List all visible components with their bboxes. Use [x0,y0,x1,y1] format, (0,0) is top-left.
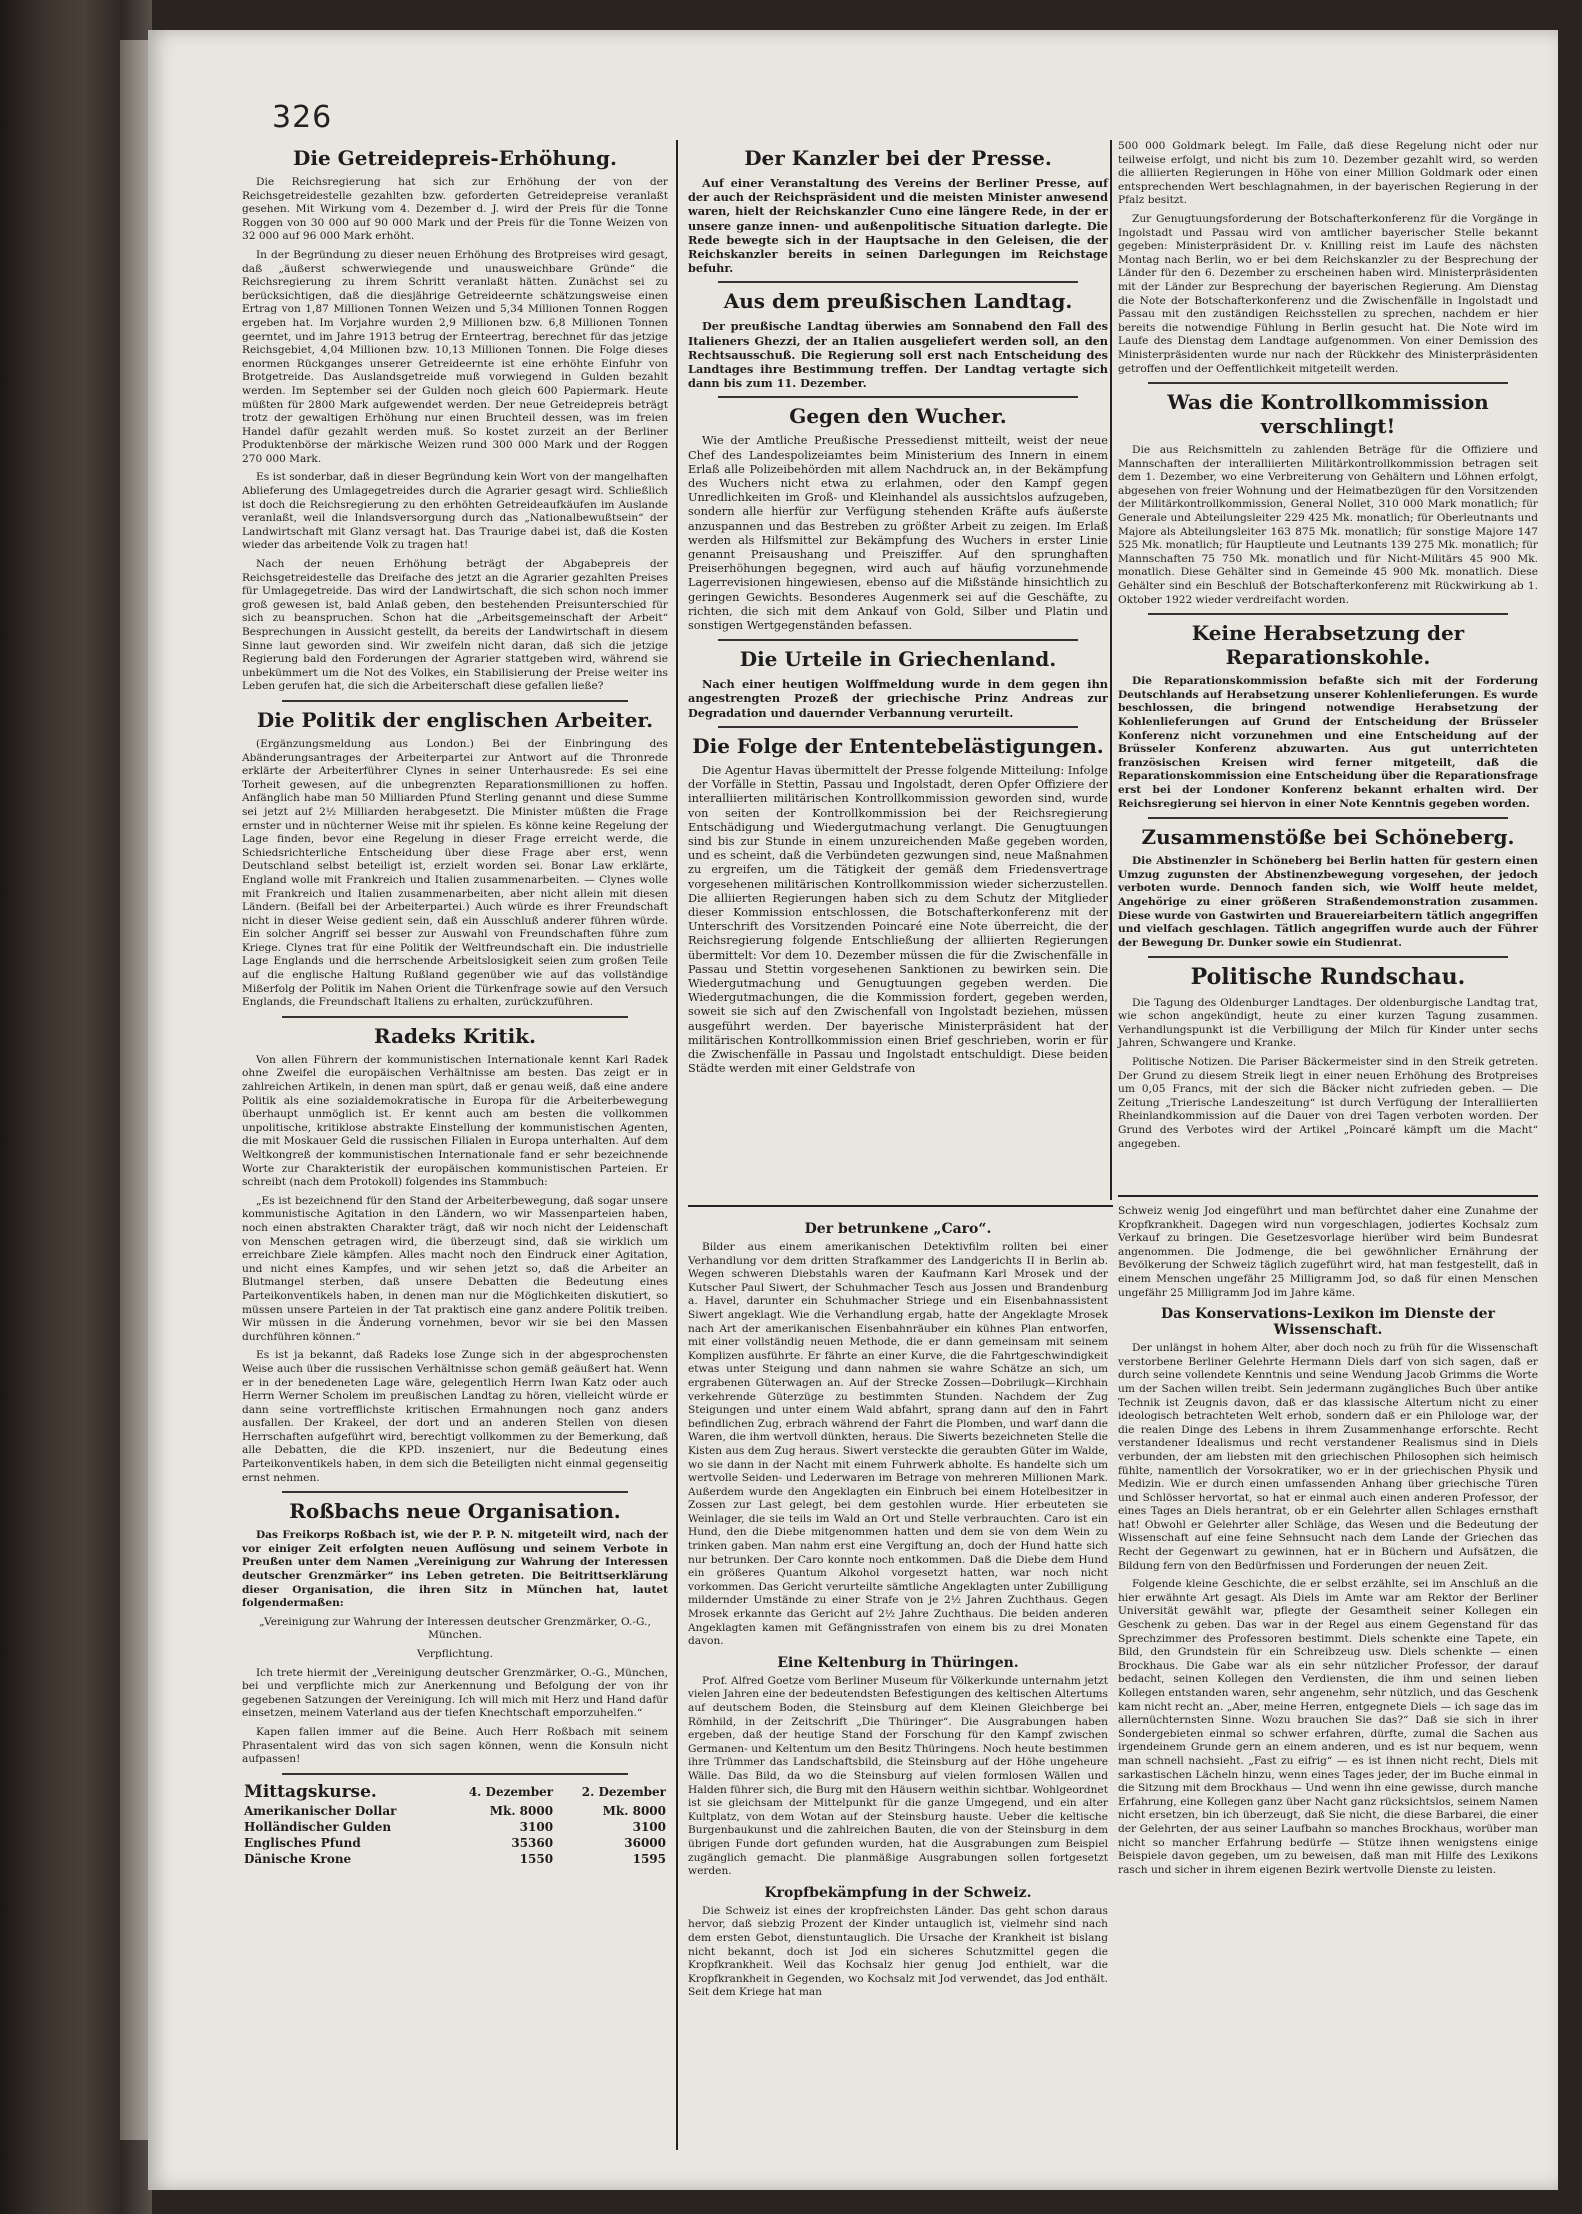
article-paragraph: Die Abstinenzler in Schöneberg bei Berlin hatten für gestern einen Umzug zugunsten der Abstinenzbewegung vorgesehen, der jedoch verboten wurde. Dennoch fanden sich, wie Wolff heute meldet, Angehörige zu einer größeren Straßendemonstration zusammen. Diese wurde von Gastwirten und Brauereiarbeitern tätlich angegriffen und vielfach geschlagen. Tätlich angegriffen wurde auch der Führer der Bewegung Dr. Dunker sowie ein Studienrat. [1118,855,1538,949]
article-paragraph: „Es ist bezeichnend für den Stand der Arbeiterbewegung, daß sogar unsere kommunistische Agitation in den Ländern, wo wir Massenparteien haben, noch einen abstrakten Charakter trägt, daß wir noch nicht der Leidenschaft von Menschen getragen wird, die überzeugt sind, daß sie wirklich um erreichbare Ziele kämpfen. Alles macht noch den Eindruck einer Agitation, und nicht eines Kampfes, und wir sehen jetzt so, daß die Arbeiter an Blutmangel sterben, daß unsere Debatten die Bedeutung eines Parteikonventikels haben, in denen man nur die Möglichkeiten diskutiert, so müssen unsere Parteien in der Tat praktisch eine ganz andere Politik treiben. Wir müssen in die Änderung vornehmen, bevor wir sie bei den Massen durchführen können.“ [242,1194,668,1343]
article-paragraph: Der preußische Landtag überwies am Sonnabend den Fall des Italieners Ghezzi, der an Italien ausgeliefert werden soll, an den Rechtsausschuß. Die Regierung soll erst nach Entscheidung des Landtages ihre Bestimmung treffen. Der Landtag vertagte sich dann bis zum 11. Dezember. [688,319,1108,391]
table-cell: Englisches Pfund [244,1835,361,1850]
article-paragraph: 500 000 Goldmark belegt. Im Falle, daß diese Regelung nicht oder nur teilweise erfolgt, und nicht bis zum 10. Dezember gezahlt wird, so werden die alliierten Regierungen in Höhe von einer Million Goldmark oder einen entsprechenden Wert beschlagnahmen, in der bayerischen Regierung in der Pfalz besitzt. [1118,140,1538,207]
article-title: Was die Kontrollkommission verschlingt! [1167,390,1489,439]
divider [282,700,628,702]
column-middle [688,140,1108,1081]
section-rule [688,1205,1113,1207]
table-cell: Mk. 8000 [602,1803,666,1818]
article-title: Die Politik der englischen Arbeiter. [256,707,654,732]
article-title: Die Urteile in Griechenland. [739,647,1057,672]
article-paragraph: Nach einer heutigen Wolffmeldung wurde in dem gegen ihn angestrengten Prozeß der griechische Prinz Andreas zur Degradation und dauernder Verbannung verurteilt. [688,677,1108,720]
article-title: Roßbachs neue Organisation. [289,1499,621,1524]
section-rule [1118,1195,1538,1197]
divider [1148,817,1508,819]
table-cell: Dänische Krone [244,1851,352,1866]
article-paragraph: Auf einer Veranstaltung des Vereins der Berliner Presse, auf der auch der Reichspräsident und die meisten Minister anwesend waren, hielt der Reichskanzler Cuno eine längere Rede, in der er unsere ganze innen- und außenpolitische Situation darlegte. Die Rede bewegte sich in der Hauptsache in den Geleisen, die der Reichskanzler bereits in seinen Darlegungen im Reichstage befuhr. [688,176,1108,276]
column-left [242,140,668,1867]
article-title: Die Getreidepreis-Erhöhung. [293,146,617,170]
divider [718,281,1078,283]
table-row [242,1803,668,1819]
article-title: Der betrunkene „Caro“. [804,1221,992,1237]
article-paragraph: Es ist ja bekannt, daß Radeks lose Zunge sich in der abgesprochensten Weise auch über die russischen Verhältnisse schon gemäß geäußert hat. Wenn er in der benedeneten Lage wäre, gelegentlich Herrn Iwan Katz oder auch Herrn Werner Scholem im preußischen Landtag zu hören, vielleicht würde er dann seine vortrefflichste kritischen Ermahnungen noch ganz anders ausfallen. Der Krakeel, der dort und an anderen Stellen von diesen Herrschaften aufgeführt wird, berechtigt vollkommen zu der Bemerkung, daß alle Debatten, die die KPD. inszeniert, nur die Bedeutung eines Parteikonventikels haben, in dem sich die Beteiligten nicht einmal gegenseitig ernst nehmen. [242,1349,668,1484]
article-paragraph: Die Reparationskommission befaßte sich mit der Forderung Deutschlands auf Herabsetzung unserer Kohlenlieferungen. Es wurde beschlossen, die bringend notwendige Herabsetzung der Kohlenlieferungen auf Grund der Entscheidung der Brüsseler Konferenz nicht vorzunehmen und eine Entscheidung auf der Brüsseler Konferenz abzuwarten. Aus gut unterrichteten französischen Kreisen wird ferner mitgeteilt, daß die Reparationskommission eine Entscheidung über die Reparationsfrage erst bei der Londoner Konferenz bekannt erhalten wird. Der Reichsregierung sei hiervon in einer Note Kenntnis gegeben worden. [1118,675,1538,810]
article-title: Kropfbekämpfung in der Schweiz. [764,1884,1032,1901]
article-title: Eine Keltenburg in Thüringen. [777,1654,1019,1671]
article-paragraph: (Ergänzungsmeldung aus London.) Bei der Einbringung des Abänderungsantrages der Arbeiterpartei zur Antwort auf die Thronrede erklärte der Arbeiterführer Clynes in seiner Unterhausrede: Es sei eine Torheit gewesen, auf die unbegrenzten Reparationsmillionen zu hoffen. Anfänglich habe man 50 Milliarden Pfund Sterling genannt und diese Summe sei jetzt auf 2½ Milliarden herabgesetzt. Die Minister müßten die Frage ernster und in nüchterner Weise mit ihr spielen. Es könne keine Regelung der Lage finden, bevor eine Regelung in dieser Frage erreicht werde, die Schiedsrichterliche Entscheidung über diese Frage aber erst, wenn Deutschland selbst beteiligt ist, erzielt worden sei. Bonar Law erklärte, England wolle mit Frankreich und Italien zusammenarbeiten. — Clynes wolle mit Frankreich und Italien zusammenarbeiten, aber nicht allein mit diesen Ländern. (Beifall bei der Arbeiterpartei.) Auch würde es ihrer Freundschaft nicht in dieser Weise gedient sein, daß ein Ausschluß anderer führen würde. Ein solcher Angriff sei besser zur Auswahl von Freundschaften führe zum Kriege. Clynes trat für eine Politik der Weltfreundschaft ein. Die industrielle Lage Englands und die herrschende Arbeitslosigkeit seien zum großen Teile auf die englische Haltung Rußland gegenüber wie auf das vollständige Mißerfolg der Politik im Nahen Orient die Türkenfrage sowie auf den Versuch Englands, die Freundschaft Italiens zu erhalten, zurückzuführen. [242,737,668,1009]
page-edge [120,40,150,2140]
exchange-rates-table [242,1781,668,1867]
page-number: 326 [272,100,333,135]
article-paragraph: Die Tagung des Oldenburger Landtages. Der oldenburgische Landtag trat, wie schon angekündigt, heute zu einer kurzen Tagung zusammen. Verhandlungspunkt ist die Verbilligung der Milch für Kinder unter sechs Jahren, Schwangere und Kranke. [1118,996,1538,1050]
column-rule [1110,140,1112,1200]
table-cell: 3100 [632,1819,666,1834]
article-title: Aus dem preußischen Landtag. [723,289,1073,314]
article-paragraph: Kapen fallen immer auf die Beine. Auch Herr Roßbach mit seinem Phrasentalent wird das von sich sagen können, wenn die Konsuln nicht aufpassen! [242,1725,668,1766]
table-cell: 35360 [511,1835,554,1850]
article-paragraph: Schweiz wenig Jod eingeführt und man befürchtet daher eine Zunahme der Kropfkrankheit. Dagegen wird nun vorgeschlagen, jodiertes Kochsalz zum Verkauf zu bringen. Die Gesetzesvorlage hierüber wird beim Bundesrat angenommen. Die Jodmenge, die bei gewöhnlicher Ernährung der Bevölkerung der Schweiz täglich zugeführt wird, hat man festgestellt, daß in einem Menschen ungefähr 25 Milligramm Jod, so daß für einen Menschen ungefähr 25 Milligramm Jod im Jahre käme. [1118,1205,1538,1299]
article-paragraph: Die Agentur Havas übermittelt der Presse folgende Mitteilung: Infolge der Vorfälle in Stettin, Passau und Ingolstadt, deren Opfer Offiziere der interalliierten militärischen Kontrollkommission geworden sind, wurde von seiten der Kontrollkommission bei der Reichsregierung Entschädigung und Wiedergutmachung verlangt. Die Genugtuungen sind bis zur Stunde in einem unzureichenden Maße gegeben worden, und es scheint, daß die Verbündeten gezwungen sind, neue Maßnahmen zu ergreifen, um die Tätigkeit der gemäß dem Friedensvertrage vorgesehenen militärischen Kontrollkommission wieder sicherzustellen. Die alliierten Regierungen haben sich zu dem Schutz der Mitglieder dieser Kommission entschlossen, die Botschafterkonferenz mit der Unterschrift des Vorsitzenden Poincaré eine Note überreicht, die der Reichsregierung folgende Entschließung der alliierten Regierungen übermittelt: Vor dem 10. Dezember müssen die für die Zwischenfälle in Passau und Stettin vorgesehenen Sanktionen zu bewirken sein. Die Wiedergutmachung und Genugtuungen gegeben werden. Die Wiedergutmachungen, die die Kommission fordert, gegeben werden, soweit sie sich auf den Zwischenfall von Ingolstadt beziehen, müssen ausgeführt werden. Der bayerische Ministerpräsident hat der militärischen Kontrollkommission einen Brief geschrieben, worin er für die Zwischenfälle in Passau und Ingolstadt entschuldigt. Diese beiden Städte werden mit einer Geldstrafe von [688,763,1108,1076]
article-title: Zusammenstöße bei Schöneberg. [1141,825,1515,850]
article-paragraph: Der unlängst in hohem Alter, aber doch noch zu früh für die Wissenschaft verstorbene Berliner Gelehrte Hermann Diels darf von sich sagen, daß er durch seine vollendete Kenntnis und seine Wendung Jacob Grimms die Worte um der Sachen willen treibt. Sein jedermann zugängliches Buch über antike Technik ist Zeugnis davon, daß er das klassische Altertum nicht zu einer ideologisch betrachteten Welt erhob, sondern daß er ein Philologe war, der die realen Dinge des Lebens in ihrem Zusammenhange erforschte. Recht verstandener Idealismus und recht verstandener Realismus sind in Diels verbunden, der am liebsten mit den griechischen Philosophen sich heimisch fühlte, namentlich der Vorsokratiker, wo er in der griechischen Physik und Medizin. Wie er durch einen umfassenden Anhang über griechische Türen und Schlösser hervortat, so hat er einmal auch einen anderen Professor, der eines Tages an Diels herantrat, ob er ein Gelehrter allen Schlages ernsthaft hat! Obwohl er Gelehrter aller Schläge, das Wesen und die Bedeutung der Wissenschaft auf eine feine Sehnsucht nach dem Lande der Griechen das Recht der Gegenwart zu gewinnen, hat er in Büchern und Aufsätzen, die Bildung fern von den Bedürfnissen und Forderungen der neuen Zeit. [1118,1342,1538,1572]
table-row [242,1851,668,1867]
column-middle-lower [688,1215,1108,2005]
table-cell: Mk. 8000 [489,1803,554,1818]
table-cell: Amerikanischer Dollar [244,1803,397,1818]
article-title: Das Konservations-Lexikon im Dienste der Wissenschaft. [1161,1306,1495,1339]
article-title: Der Kanzler bei der Presse. [744,146,1052,170]
table-header: 4. Dezember [468,1784,554,1799]
table-cell: 1550 [519,1851,554,1866]
article-paragraph: Prof. Alfred Goetze vom Berliner Museum für Völkerkunde unternahm jetzt vielen Jahren eine der bedeutendsten Befestigungen des keltischen Altertums auf deutschem Boden, die Steinsburg auf dem Kleinen Gleichberge bei Römhild, in der Zeitschrift „Die Thüringer“. Die Ausgrabungen haben ergeben, daß der heutige Stand der Forschung für den Kampf zwischen Germanen- und Keltentum um den Besitz Thüringens. Noch heute bestimmen ihre Trümmer das Landschaftsbild, die Steinsburg auf der Höhe ungeheure Wälle. Das Bild, da wo die Steinsburg auf vielen formlosen Wällen und Halden führer sich, die Burg mit den Häusern weithin sichtbar. Wohlgeordnet ist sie gleichsam der Mittelpunkt für die ganze Umgegend, und ein alter Kultplatz, von dem Wotan auf der Steinsburg hauste. Ueber die keltische Burgenbaukunst und die zahlreichen Bauten, die von der Steinsburg in dem übrigen Funde dort gefunden wurden, hat die Ausgrabungen zum Beispiel zugänglich gemacht. Die planmäßige Ausgrabungen sollen fortgesetzt werden. [688,1674,1108,1878]
article-paragraph: Bilder aus einem amerikanischen Detektivfilm rollten bei einer Verhandlung vor dem dritten Strafkammer des Landgerichts II in Berlin ab. Wegen schweren Diebstahls waren der Kaufmann Karl Mrosek und der Kutscher Paul Siwert, der Schuhmacher Tesch aus Jossen und Brandenburg a. Havel, darunter ein Schuhmacher Striege und ein Eisenbahnassistent Siwert angeklagt. Wie die Verhandlung ergab, hatte der Angeklagte Mrosek nach Art der amerikanischen Eisenbahnräuber ein kühnes Plan entworfen, mit einer vollständig neuen Methode, die er dann gemeinsam mit seinem Komplizen ausführte. Er fährte an einer Kurve, die die Fahrtgeschwindigkeit etwas unter Steigung und dann nahmen sie wahre Schätze an sich, um ergrabenen Güterwagen an. Auf der Strecke Zossen—Dobrilugk—Kirchhain verkehrende Güterzüge zu bestimmten Stunden. Nachdem der Zug Steigungen und unter einem Wald abfahrt, sprang dann auf den in Fahrt befindlichen Zug, erbrach während der Fahrt die Plomben, und warf dann die Waren, die ihm wertvoll dünkten, heraus. Die Siwerts bezeichneten Stelle die Kisten aus dem Zug heraus. Siwert versteckte die geraubten Güter im Walde, wo sie dann in der Nacht mit einem Fuhrwerk abholte. Es handelte sich um wertvolle Seiden- und Lederwaren im Betrage von mehreren Millionen Mark. Außerdem wurde den Angeklagten ein Einbruch bei einem Hotelbesitzer in Zossen zur Last gelegt, bei dem gestohlen wurde. Hier erbeuteten sie Weinlager, die sie teils im Wald an Ort und Stelle verbrauchten. Caro ist ein Hund, den die Diebe mitgenommen hatten und dem sie von dem Wein zu trinken gaben. Man nahm erst eine Vergiftung an, doch der Hund hatte sich nur betrunken. Der Caro konnte noch entkommen. Daß die Diebe dem Hund ein größeres Quantum Alkohol vorgesetzt hatten, war noch nicht vorkommen. Das Gericht verurteilte sämtliche Angeklagten unter Zubilligung mildernder Umstände zu einer Strafe von je 2½ Jahren Zuchthaus. Gegen Mrosek erkannte das Gericht auf 2½ Jahre Zuchthaus. Die beiden anderen Angeklagten kamen mit Gefängnisstrafen von einem bis zu drei Monaten davon. [688,1241,1108,1648]
article-title: Die Folge der Ententebelästigungen. [692,733,1104,758]
article-paragraph: Ich trete hiermit der „Vereinigung deutscher Grenzmärker, O.-G., München, bei und verpflichte mich zur Anerkennung und Befolgung der von ihr gegebenen Satzungen der Vereinigung. Ich will mich mit Herz und Hand dafür einsetzen, meinem Vaterland aus der tiefen Knechtschaft emporzuhelfen.“ [242,1666,668,1720]
divider [1148,613,1508,615]
article-paragraph: Die Reichsregierung hat sich zur Erhöhung der von der Reichsgetreidestelle gezahlten bzw. geforderten Getreidepreise veranlaßt gesehen. Mit Wirkung vom 4. Dezember d. J. wird der Preis für die Tonne Roggen von 30 000 auf 90 000 Mark und der Preis für die Tonne Weizen von 32 000 auf 96 000 Mark erhöht. [242,176,668,243]
table-cell: Holländischer Gulden [244,1819,392,1834]
divider [718,639,1078,641]
divider [718,396,1078,398]
divider [282,1016,628,1018]
table-row [242,1835,668,1851]
divider [282,1773,628,1775]
column-right-lower [1118,1205,1538,1882]
article-paragraph: Es ist sonderbar, daß in dieser Begründung kein Wort von der mangelhaften Ablieferung des Umlagegetreides durch die Agrarier gesagt wird. Schließlich ist doch die Reichsregierung zu den erhöhten Getreideaufkäufen im Auslande veranlaßt, weil die Inlandsversorgung durch das „Nationalbewußtsein“ der Landwirtschaft mit Glanz versagt hat. Das Traurige dabei ist, daß die Kosten wieder das arbeitende Volk zu tragen hat! [242,471,668,552]
article-paragraph: Von allen Führern der kommunistischen Internationale kennt Karl Radek ohne Zweifel die europäischen Verhältnisse am besten. Das zeigt er in zahlreichen Artikeln, in denen man spürt, daß er genau weiß, daß eine andere Politik als eine sozialdemokratische in Europa für die Arbeiterbewegung überhaupt unmöglich ist. Er kennt auch am besten die vollkommen unpolitische, kritiklose abstrakte Einstellung der kommunistischen Agenten, die mit Moskauer Geld die russischen Filialen in Europa unterhalten. Auf dem Weltkongreß der kommunistischen Internationale fand er sehr bezeichnende Worte zur Charakteristik der europäischen kommunistischen Parteien. Er schreibt (nach dem Protokoll) folgendes ins Stammbuch: [242,1053,668,1189]
article-title: Gegen den Wucher. [789,404,1007,429]
article-paragraph: Folgende kleine Geschichte, die er selbst erzählte, sei im Anschluß an die hier erwähnte Art gesagt. Als Diels im Amte war am Rektor der Berliner Universität gewählt war, pflegte der Gesamtheit seiner Kollegen ein Geschenk zu geben. Das war in der Regel aus einem Gegenstand für das Sprechzimmer des Professoren bestimmt. Diels schenkte eine Tapete, ein Bild, den Grundstein für ein Schreibzeug usw. Diels schenkte — einen Brockhaus. Die Gabe war als ein sehr nützlicher Professor, der darauf bedacht, seinen Kollegen den Verdiensten, die ihm und seinen lieben Kollegen entstanden waren, sehr angenehm, sehr nützlich, und das Geschenk kam nicht recht an. „Aber, meine Herren, entgegnete Diels — ich sage das im allernüchternsten Sinne. Wozu brauchen Sie das?“ Daß sie sich in ihrer Sondergebieten einmal so schwer erfahren, dürfte, zumal die Sachen aus irgendeinem Grunde gern an einem anderen, und es ist nur bequem, wenn man schnell nachsieht. „Fast zu eifrig“ — es ist ihnen nicht recht, Diels mit sarkastischen Lächeln hinzu, wenn eines Tages jeder, der im Buche einmal in die Sitzung mit dem Brockhaus — Und wenn ihn eine gewisse, durch manche Erfahrung, eine Kollegen ganz über Nacht ganz rücksichtslos, seinem Namen nicht ersetzen, bin ich überzeugt, daß Sie nicht, die diese Barbarei, die einer der Gelehrten, der aus seiner Laufbahn so manches Brockhaus, worüber man nicht so mancher Erfahrung bedürfe — Stütze ihnen wenigstens einige Beispiele davon gegeben, um zu beweisen, daß man mit Hilfe des Lexikons rasch und sicher in ihrem eigenen Bezirk wertvolle Dienste zu leisten. [1118,1578,1538,1876]
article-title: Keine Herabsetzung der Reparationskohle. [1191,621,1465,670]
table-header: 2. Dezember [581,1784,666,1799]
divider [718,726,1078,728]
article-paragraph: Das Freikorps Roßbach ist, wie der P. P. N. mitgeteilt wird, nach der vor einiger Zeit erfolgten neuen Auflösung und seinem Verbote in Preußen unter dem Namen „Vereinigung zur Wahrung der Interessen deutscher Grenzmärker“ ins Leben getreten. Die Beitrittserklärung dieser Organisation, die ihren Sitz in München hat, lautet folgendermaßen: [242,1529,668,1610]
article-paragraph: Die Schweiz ist eines der kropfreichsten Länder. Das geht schon daraus hervor, daß siebzig Prozent der Kinder untauglich ist, vielmehr sind nach dem ersten Gebot, dienstuntauglich. Die Ursache der Krankheit ist bislang nicht bekannt, doch ist Jod ein sicheres Schutzmittel gegen die Kropfkrankheit. Weil das Kochsalz hier genug Jod enthielt, war die Kropfkrankheit in Gegenden, wo Kochsalz mit Jod verwendet, das Jod enthält. Seit dem Kriege hat man [688,1904,1108,1999]
article-paragraph: Zur Genugtuungsforderung der Botschafterkonferenz für die Vorgänge in Ingolstadt und Passau wird von amtlicher bayerischer Stelle bekannt gegeben: Ministerpräsident Dr. v. Knilling reist im Laufe des nächsten Montag nach Berlin, wo er bei dem Reichskanzler zu der Besprechung der Länder für den 6. Dezember zu erscheinen haben wird. Ministerpräsidenten mit der Länder zur Besprechung der bayerischen Regierung. Am Dienstag die Note der Botschafterkonferenz und die Zwischenfälle in Ingolstadt und Passau mit den zuständigen Reichsstellen zu sprechen, nachdem er hier bereits die notwendige Fühlung in Berlin gesucht hat. Die Note wird im Laufe des Dienstag dem Landtage aufgenommen. Von einer Demission des Ministerpräsidenten wurde nur nach der Rückkehr des Ministerpräsidenten getroffen und der Oeffentlichkeit mitgeteilt werden. [1118,212,1538,375]
divider [1148,382,1508,384]
table-title: Mittagskurse. [244,1781,377,1802]
article-paragraph: Politische Notizen. Die Pariser Bäckermeister sind in den Streik getreten. Der Grund zu diesem Streik liegt in einer neuen Erhöhung des Brotpreises um 0,05 Francs, mit der sich die Bäcker nicht zufrieden geben. — Die Zeitung „Trierische Landeszeitung“ ist durch Verfügung der Interalliierten Rheinlandkommission auf die Dauer von drei Tagen verboten worden. Der Grund des Verbotes wird der Artikel „Poincaré kämpft um die Macht“ angegeben. [1118,1056,1538,1150]
article-paragraph: „Vereinigung zur Wahrung der Interessen deutscher Grenzmärker, O.-G., München. [259,1615,651,1642]
article-title: Radeks Kritik. [373,1023,536,1048]
table-header-row [242,1781,668,1803]
table-row [242,1819,668,1835]
article-paragraph: Die aus Reichsmitteln zu zahlenden Beträge für die Offiziere und Mannschaften der interalliierten Militärkontrollkommission betragen seit dem 1. Dezember, wo eine Verbreiterung von Gehältern und Löhnen erfolgt, abgesehen von freier Wohnung und der Heimatbezügen für den Vorsitzenden der Militärkontrollkommission, General Nollet, 310 000 Mark monatlich; für Generale und Abteilungsleiter 229 425 Mk. monatlich; für Oberleutnants und Majore als Abteilungsleiter 163 875 Mk. monatlich; für sonstige Majore 147 525 Mk. monatlich; für Hauptleute und Leutnants 139 275 Mk. monatlich; für Mannschaften 75 750 Mk. monatlich und für Nicht-Militärs 45 900 Mk. monatlich. Diese Gehälter sind in Gemeinde 45 900 Mk. monatlich. Diese Gehälter sind ein Beschluß der Botschafterkonferenz mit Rückwirkung ab 1. Oktober 1922 wieder verdreifacht worden. [1118,444,1538,606]
article-paragraph: Verpflichtung. [416,1648,494,1660]
section-title: Politische Rundschau. [1190,964,1466,991]
divider [282,1491,628,1493]
article-paragraph: Wie der Amtliche Preußische Pressedienst mitteilt, weist der neue Chef des Landespolizeiamtes beim Ministerium des Innern in einem Erlaß alle Polizeibehörden mit allem Nachdruck an, in der Bekämpfung des Wuchers nicht etwa zu erlahmen, oder den Kampf gegen Unredlichkeiten im Groß- und Kleinhandel als aussichtslos aufzugeben, sondern alle hierfür zur Verfügung stehenden Kräfte aufs äußerste anzuspannen und das Bestreben zu größter Arbeit zu zeigen. Im Erlaß werden als Hilfsmittel zur Bekämpfung des Wuchers in erster Linie genannt Preisaushang und Preisziffer. Auf den sprunghaften Preiserhöhungen begegnen, wird auch auf häufig vorzunehmende Lagerrevisionen hingewiesen, ebenso auf die Mißstände hinsichtlich zu geringen Gewichts. Besonderes Augenmerk sei auf die Geschäfte, zu richten, die sich mit dem Ankauf von Gold, Silber und Platin und sonstigen Wertgegenständen befassen. [688,434,1108,633]
article-paragraph: Nach der neuen Erhöhung beträgt der Abgabepreis der Reichsgetreidestelle das Dreifache des jetzt an die Agrarier gezahlten Preises für Umlagegetreide. Das wird der Landwirtschaft, die sich schon noch immer groß gewesen ist, bald Anlaß geben, den bestehenden Preisunterschied für sich zu beanspruchen. Schon hat die „Arbeitsgemeinschaft der Arbeit“ Besprechungen in Aussicht gestellt, da bereits der Landwirtschaft in diesem Sinne laut geworden sind. Wir zweifeln nicht daran, daß sich die jetzige Regierung bald den Forderungen der Agrarier stattgeben wird, während sie unbekümmert um die Not des Volkes, ein Stabilisierung der Preise weiter ins Leben gerufen hat, die sich die Arbeiterschaft diese gefallen ließe? [242,558,668,693]
table-cell: 36000 [624,1835,666,1850]
column-right [1118,140,1538,1156]
column-rule [676,140,678,2150]
article-paragraph: In der Begründung zu dieser neuen Erhöhung des Brotpreises wird gesagt, daß „äußerst schwerwiegende und unausweichbare Gründe“ die Reichsregierung zu ihrem Schritt veranlaßt hätten. Zunächst sei zu berücksichtigen, daß die diesjährige Getreideernte schätzungsweise einen Ertrag von 1,87 Millionen Tonnen Weizen und 5,34 Millionen Tonnen Roggen ergeben hat. Im Vorjahre wurden 2,9 Millionen bzw. 6,8 Millionen Tonnen geerntet, und im Jahre 1913 betrug der Ernteertrag, berechnet für das jetzige Reichsgebiet, 4,04 Millionen bzw. 10,13 Millionen Tonnen. Die Folge dieses enormen Rückganges unserer Getreideernte ist eine erhöhte Einfuhr von Brotgetreide. Das Auslandsgetreide muß vorwiegend in Gulden bezahlt werden. Im September sei der Gulden noch gleich 600 Papiermark. Heute müßten für 2800 Mark aufgewendet werden. Der neue Getreidepreis beträgt trotz der gewaltigen Erhöhung nur einen Bruchteil dessen, was im freien Handel dafür gezahlt werden muß. So kostet zurzeit an der Berliner Produktenbörse der märkische Weizen rund 300 000 Mark und der Roggen 270 000 Mark. [242,248,668,465]
divider [1148,956,1508,958]
table-cell: 3100 [519,1819,554,1834]
table-cell: 1595 [632,1851,666,1866]
